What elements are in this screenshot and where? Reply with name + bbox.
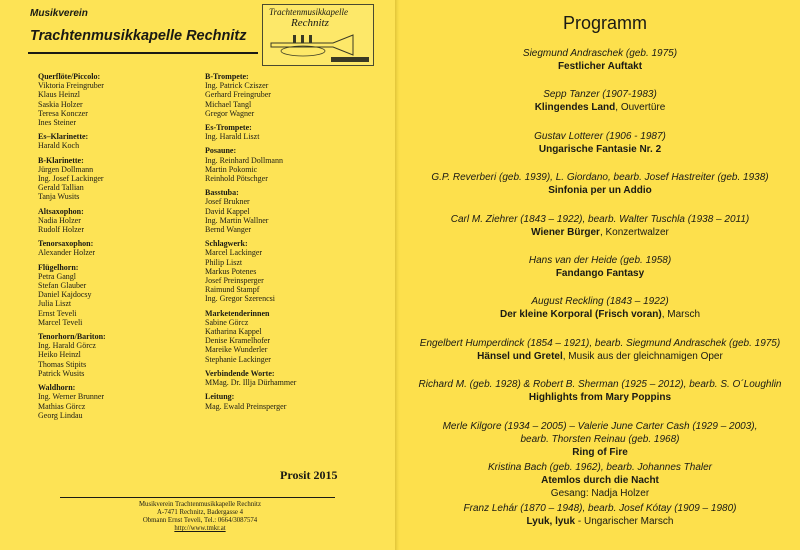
program-piece (400, 101, 800, 114)
roster-member: Georg Lindau (38, 410, 83, 420)
program-item (400, 295, 800, 336)
program-item (400, 420, 800, 461)
program-piece-title: Wiener Bürger (531, 226, 600, 238)
roster-member: Petra Gangl (38, 271, 76, 281)
roster-member: Klaus Heinzl (38, 90, 80, 100)
roster-member: Harald Koch (38, 141, 80, 151)
roster-member: Martin Pokomic (205, 164, 258, 174)
program-piece (400, 226, 800, 239)
roster-member: Ernst Teveli (38, 308, 77, 318)
roster-member: Denise Kramelhofer (205, 336, 271, 346)
roster-member: Alexander Holzer (38, 248, 96, 258)
roster-member: Bernd Wanger (205, 225, 252, 235)
roster-section-heading: B-Klarinette: (38, 155, 84, 165)
roster-member: Stefan Glauber (38, 281, 87, 291)
program-item (400, 378, 800, 419)
program-composer: Kristina Bach (geb. 1962), bearb. Johannes Thaler (487, 461, 713, 473)
program-piece-title: Highlights from Mary Poppins (528, 392, 672, 404)
program-composer: August Reckling (1843 – 1922) (531, 296, 669, 308)
footer-line1: Musikverein Trachtenmusikkapelle Rechnitz (139, 501, 261, 508)
roster-section-heading: B-Trompete: (205, 72, 249, 81)
program-piece-note: , Ouvertüre (615, 102, 666, 114)
roster-section (205, 123, 380, 141)
footer-line2: A-7471 Rechnitz, Badergasse 4 (157, 509, 243, 516)
roster-member: Ing. Patrick Cziszer (205, 81, 269, 91)
roster-member: Ing. Reinhard Dollmann (205, 155, 283, 165)
roster-section (38, 263, 203, 327)
program-piece-title: Ungarische Fantasie Nr. 2 (538, 143, 662, 155)
left-page (0, 0, 395, 550)
roster-section-heading: Flügelhorn: (38, 262, 79, 272)
roster-member: Marcel Lackinger (205, 248, 263, 258)
program-composer: Franz Lehár (1870 – 1948), bearb. Josef Kótay (1909 – 1980) (463, 503, 737, 515)
program-piece (400, 143, 800, 156)
roster-member: Julia Liszt (38, 299, 72, 309)
roster-section (38, 132, 203, 150)
program-piece-title: Festlicher Auftakt (557, 61, 643, 72)
program-piece-note: , Konzertwalzer (599, 226, 669, 238)
program-item (400, 130, 800, 171)
program-piece (400, 350, 800, 363)
roster-section-heading: Leitung: (205, 392, 235, 402)
roster-column-left (38, 72, 203, 425)
logo-line2: Rechnitz (291, 17, 329, 29)
roster-member: Mareike Wunderler (205, 345, 268, 355)
program-list (400, 47, 800, 544)
program-composer: Engelbert Humperdinck (1854 – 1921), bearb. Siegmund Andraschek (geb. 1975) (419, 337, 781, 349)
program-composer: Siegmund Andraschek (geb. 1975) (522, 48, 678, 59)
program-piece-title: Sinfonia per un Addio (548, 185, 652, 197)
roster-member: Ing. Harald Görcz (38, 341, 96, 351)
program-composer: Gustav Lotterer (1906 - 1987) (534, 130, 666, 142)
program-item (400, 461, 800, 502)
footer (100, 501, 300, 533)
roster-section (38, 332, 203, 378)
program-piece-note: - Ungarischer Marsch (575, 516, 674, 528)
roster-member: Ing. Werner Brunner (38, 392, 105, 402)
program-piece-title: Fandango Fantasy (555, 267, 645, 279)
program-piece-title: Hänsel und Gretel (477, 350, 563, 362)
roster-section (205, 309, 380, 364)
program-piece (400, 184, 800, 197)
roster-section (205, 369, 380, 387)
prosit-text: Prosit 2015 (280, 468, 338, 482)
roster-section (205, 146, 380, 183)
roster-member: Teresa Konczer (38, 108, 88, 118)
program-composer: Hans van der Heide (geb. 1958) (528, 254, 672, 266)
program-piece (400, 515, 800, 528)
program-item (400, 47, 800, 88)
roster-section-heading: Altsaxophon: (38, 206, 84, 216)
roster-member: Gerald Tallian (38, 183, 84, 193)
program-item (400, 502, 800, 543)
roster-member: Reinhold Pötschger (205, 174, 268, 184)
logo (262, 4, 374, 66)
roster-section-heading: Waldhorn: (38, 383, 76, 393)
roster-section-heading: Querflöte/Piccolo: (38, 72, 101, 81)
program-composer: Sepp Tanzer (1907-1983) (543, 89, 657, 101)
program-piece-title: Ring of Fire (572, 446, 628, 458)
logo-line1: Trachtenmusikkapelle (269, 7, 348, 17)
roster-section (38, 207, 203, 235)
roster-section (38, 383, 203, 420)
header-rule (28, 52, 258, 54)
roster-member: Daniel Kajdocsy (38, 290, 92, 300)
program-piece-note: , Marsch (661, 309, 701, 321)
roster-member: Patrick Wusits (38, 368, 85, 378)
roster-section (38, 239, 203, 257)
roster-member: MMag. Dr. Illja Dürhammer (205, 378, 297, 388)
roster-member: Stephanie Lackinger (205, 354, 271, 364)
program-piece (400, 267, 800, 280)
program-piece-title: Atemlos durch die Nacht (541, 474, 659, 486)
roster-section (205, 72, 380, 118)
roster-section (205, 392, 380, 410)
program-piece (400, 446, 800, 459)
roster-section-heading: Es–Klarinette: (38, 132, 89, 142)
program-item (400, 254, 800, 295)
roster-member: Ing. Harald Liszt (205, 132, 260, 142)
roster-member: Viktoria Freingruber (38, 81, 104, 91)
program-vocal-note: Gesang: Nadja Holzer (550, 487, 650, 499)
program-piece-title: Klingendes Land (534, 102, 616, 114)
program-composer: Merle Kilgore (1934 – 2005) – Valerie June Carter Cash (1929 – 2003), bearb. Thorsten Reinau (geb. 1968) (442, 420, 758, 445)
roster-member: Gregor Wagner (205, 108, 255, 118)
roster-member: Gerhard Freingruber (205, 90, 271, 100)
roster-section (38, 72, 203, 127)
program-piece (400, 308, 800, 321)
roster-member: Nadia Holzer (38, 215, 81, 225)
roster-section-heading: Tenorsaxophon: (38, 239, 94, 249)
roster-section-heading: Posaune: (205, 146, 237, 156)
roster-member: Raimund Stampf (205, 285, 260, 295)
footer-link[interactable]: http://www.tmkr.at (174, 525, 226, 532)
program-item (400, 171, 800, 212)
roster-member: Philip Liszt (205, 257, 243, 267)
roster-member: Josef Brukner (205, 197, 250, 207)
roster-member: Jürgen Dollmann (38, 164, 94, 174)
program-piece-title: Lyuk, lyuk (526, 516, 576, 528)
program-composer: Richard M. (geb. 1928) & Robert B. Sherman (1925 – 2012), bearb. S. O´Loughlin (418, 379, 782, 391)
roster-member: Saskia Holzer (38, 99, 83, 109)
roster-member: David Kappel (205, 206, 250, 216)
org-small: Musikverein (30, 8, 88, 19)
roster-section (205, 239, 380, 303)
program-piece (400, 474, 800, 487)
roster-member: Rudolf Holzer (38, 225, 84, 235)
roster-member: Mag. Ewald Preinsperger (205, 401, 287, 411)
roster-section-heading: Schlagwerk: (205, 239, 248, 249)
right-page (400, 0, 800, 550)
roster-section (205, 188, 380, 234)
footer-line3: Obmann Ernst Teveli, Tel.: 0664/3087574 (142, 517, 258, 524)
roster-member: Ing. Josef Lackinger (38, 174, 104, 184)
roster-member: Katharina Kappel (205, 327, 262, 337)
org-big: Trachtenmusikkapelle Rechnitz (30, 28, 247, 44)
roster-member: Marcel Teveli (38, 317, 83, 327)
roster-member: Ing. Martin Wallner (205, 215, 269, 225)
roster-section-heading: Basstuba: (205, 188, 239, 198)
program-item (400, 88, 800, 129)
roster-member: Thomas Stipits (38, 359, 87, 369)
roster-member: Tanja Wusits (38, 192, 80, 202)
roster-section-heading: Es-Trompete: (205, 123, 252, 133)
program-composer: Carl M. Ziehrer (1843 – 1922), bearb. Walter Tuschla (1938 – 2011) (450, 213, 750, 225)
program-composer: G.P. Reverberi (geb. 1939), L. Giordano, bearb. Josef Hastreiter (geb. 1938) (431, 172, 769, 184)
program-piece (400, 60, 800, 73)
program-piece (400, 391, 800, 404)
program-piece-title: Der kleine Korporal (Frisch voran) (499, 309, 662, 321)
roster-member: Sabine Görcz (205, 317, 249, 327)
roster-member: Heiko Heinzl (38, 350, 81, 360)
program-title: Programm (563, 13, 648, 33)
program-piece-note: , Musik aus der gleichnamigen Oper (562, 350, 723, 362)
program-item (400, 213, 800, 254)
roster-member: Mathias Görcz (38, 401, 86, 411)
roster-section (38, 156, 203, 202)
roster-column-right (205, 72, 380, 416)
footer-rule (60, 497, 335, 498)
roster-member: Ines Steiner (38, 118, 76, 128)
program-item (400, 337, 800, 378)
roster-member: Markus Potenes (205, 266, 257, 276)
roster-member: Josef Preinsperger (205, 276, 264, 286)
roster-section-heading: Verbindende Worte: (205, 368, 275, 378)
roster-section-heading: Marketenderinnen (205, 308, 270, 318)
roster-member: Ing. Gregor Szerencsi (205, 294, 275, 304)
roster-section-heading: Tenorhorn/Bariton: (38, 332, 106, 342)
roster-member: Michael Tangl (205, 99, 252, 109)
